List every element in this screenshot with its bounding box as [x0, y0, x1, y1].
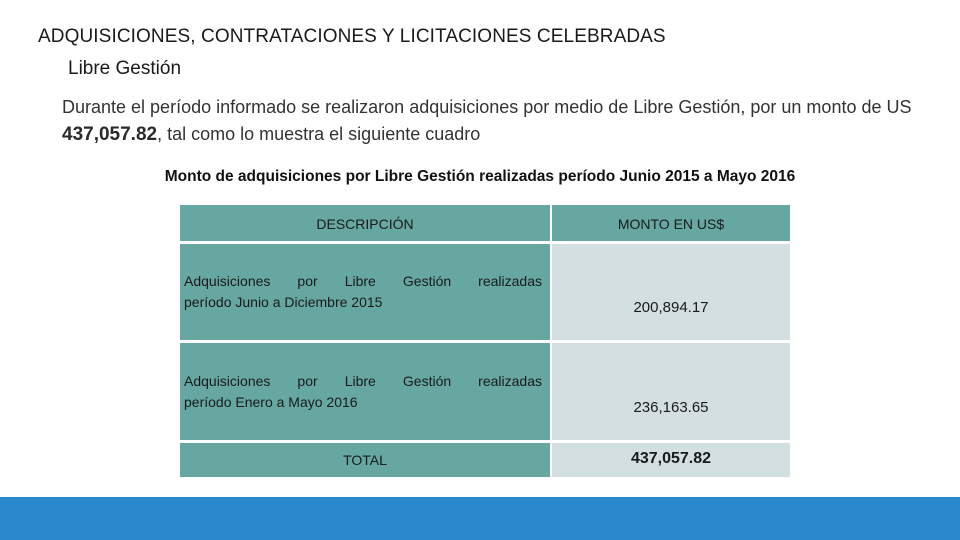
total-amount: 437,057.82 — [552, 443, 790, 477]
total-label: TOTAL — [180, 443, 550, 477]
header-amount: MONTO EN US$ — [552, 205, 790, 241]
row-2-description-line2: período Enero a Mayo 2016 — [184, 394, 358, 410]
intro-text-before: Durante el período informado se realizaron adquisiciones por medio de Libre Gestión, por un monto de US — [62, 97, 912, 117]
page-title: ADQUISICIONES, CONTRATACIONES Y LICITACIONES CELEBRADAS — [38, 26, 666, 47]
row-2-description — [180, 343, 550, 440]
row-2-description-line1: Adquisiciones por Libre Gestión realizadas — [184, 373, 542, 389]
intro-paragraph — [62, 94, 922, 148]
acquisitions-table — [180, 205, 790, 477]
intro-text-after: , tal como lo muestra el siguiente cuadro — [157, 124, 481, 144]
intro-amount: 437,057.82 — [62, 124, 158, 145]
row-1-description-line2: período Junio a Diciembre 2015 — [184, 294, 383, 310]
footer-bar — [0, 497, 960, 540]
row-1-description-line1: Adquisiciones por Libre Gestión realizadas — [184, 273, 542, 289]
page-subtitle: Libre Gestión — [68, 58, 182, 79]
header-description: DESCRIPCIÓN — [180, 205, 550, 241]
row-1-description — [180, 244, 550, 340]
row-1-amount: 200,894.17 — [552, 244, 790, 340]
table-caption: Monto de adquisiciones por Libre Gestión realizadas período Junio 2015 a Mayo 2016 — [164, 168, 796, 185]
row-2-amount: 236,163.65 — [552, 343, 790, 440]
